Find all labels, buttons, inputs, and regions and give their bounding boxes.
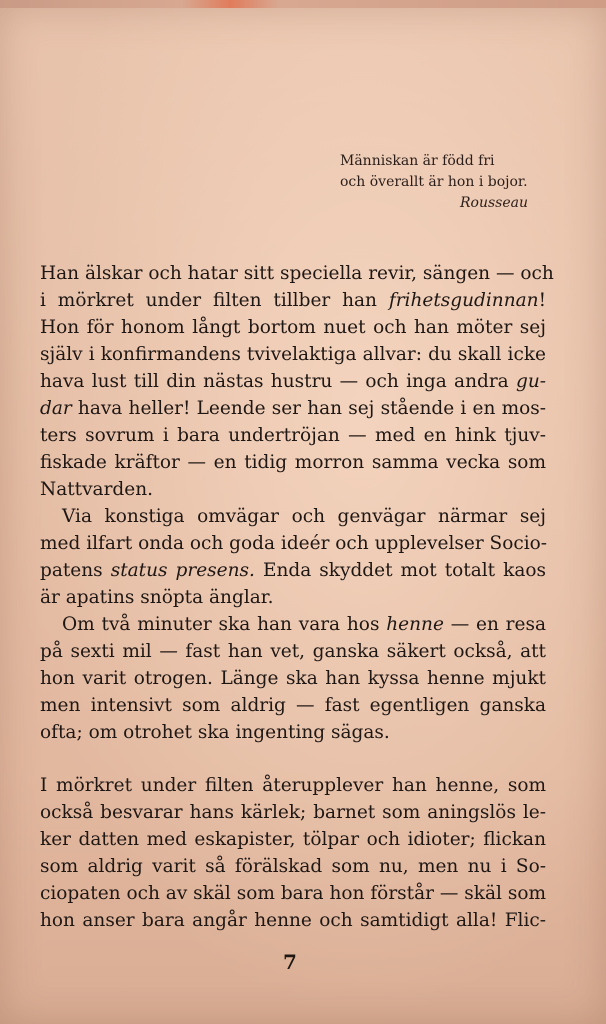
text-line: Om två minuter ska han vara hos henne — en resa xyxy=(62,614,546,635)
section-break xyxy=(40,746,546,772)
italic-text: henne xyxy=(386,614,444,635)
text-line: fiskade kräftor — en tidig morron samma vecka som xyxy=(40,452,546,473)
paragraph xyxy=(40,503,546,611)
text-line: själv i konfirmandens tvivelaktiga allvar: du skall icke xyxy=(40,344,546,365)
text-line: som aldrig varit så förälskad som nu, men nu i So- xyxy=(40,856,546,877)
text-line: med ilfart onda och goda ideér och upplevelser Socio- xyxy=(40,533,548,554)
text-line: ker datten med eskapister, tölpar och idioter; flickan xyxy=(40,829,546,850)
text-line: Hon för honom långt bortom nuet och han möter sej xyxy=(40,317,546,338)
epigraph-attribution: Rousseau xyxy=(460,195,529,211)
italic-text: gu- xyxy=(515,371,546,392)
italic-text: dar xyxy=(40,398,72,419)
italic-text: frihetsgudinnan xyxy=(388,290,539,311)
paragraph xyxy=(40,260,554,503)
text-line: ciopaten och av skäl som bara hon förstår — skäl som xyxy=(40,883,546,904)
text-line: ters sovrum i bara undertröjan — med en hink tjuv- xyxy=(40,425,546,446)
text-line: ofta; om otrohet ska ingenting sägas. xyxy=(40,722,390,743)
text-line: också besvarar hans kärlek; barnet som aningslös le- xyxy=(40,802,546,823)
body-text xyxy=(40,260,554,934)
italic-text: status presens. xyxy=(110,560,255,581)
epigraph xyxy=(340,151,560,214)
paragraph xyxy=(40,611,546,746)
text-line: Han älskar och hatar sitt speciella revir, sängen — och xyxy=(40,263,554,284)
epigraph-line: Människan är född fri xyxy=(340,153,495,169)
text-line: Via konstiga omvägar och genvägar närmar sej xyxy=(62,506,546,527)
text-line: hon anser bara angår henne och samtidigt alla! Flic- xyxy=(40,910,546,931)
book-page xyxy=(0,8,606,1024)
text-line: Nattvarden. xyxy=(40,479,153,500)
text-line: men intensivt som aldrig — fast egentligen ganska xyxy=(40,695,546,716)
text-line: dar hava heller! Leende ser han sej stående i en mos- xyxy=(40,398,546,419)
text-line: i mörkret under filten tillber han frihetsgudinnan! xyxy=(40,290,546,311)
text-line: på sexti mil — fast han vet, ganska säkert också, att xyxy=(40,641,546,662)
text-line: är apatins snöpta änglar. xyxy=(40,587,274,608)
text-line: hon varit otrogen. Länge ska han kyssa henne mjukt xyxy=(40,668,546,689)
text-line: hava lust till din nästas hustru — och inga andra gu- xyxy=(40,371,546,392)
page-number: 7 xyxy=(283,950,297,974)
text-line: patens status presens. Enda skyddet mot totalt kaos xyxy=(40,560,546,581)
paragraph xyxy=(40,772,546,934)
text-line: I mörkret under filten återupplever han henne, som xyxy=(40,775,546,796)
epigraph-line: och överallt är hon i bojor. xyxy=(340,174,528,190)
